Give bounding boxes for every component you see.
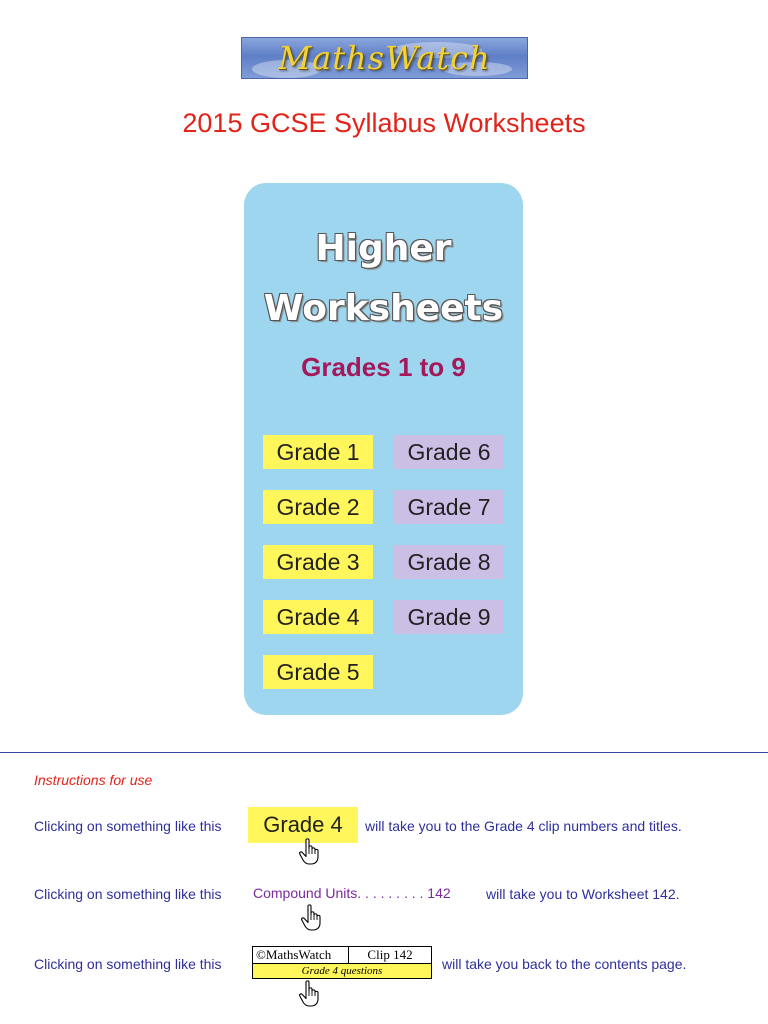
compound-units-text: Compound Units xyxy=(253,885,358,901)
grade-6-button[interactable]: Grade 6 xyxy=(394,435,504,469)
section-divider xyxy=(0,752,768,753)
grade-5-button[interactable]: Grade 5 xyxy=(263,655,373,689)
instruction-1-suffix: will take you to the Grade 4 clip numbers and titles. xyxy=(365,818,682,834)
mathswatch-logo xyxy=(241,37,528,79)
instruction-3-suffix: will take you back to the contents page. xyxy=(442,956,687,972)
example-grade-4-button[interactable]: Grade 4 xyxy=(248,807,358,843)
instruction-1-prefix: Clicking on something like this xyxy=(34,818,222,834)
grade-8-button[interactable]: Grade 8 xyxy=(394,545,504,579)
compound-units-number: 142 xyxy=(427,885,451,901)
grade-4-button[interactable]: Grade 4 xyxy=(263,600,373,634)
instructions-title: Instructions for use xyxy=(34,772,153,788)
logo-text: MathsWatch xyxy=(278,39,491,77)
page-title: 2015 GCSE Syllabus Worksheets xyxy=(182,108,586,138)
card-heading-worksheets: Worksheets xyxy=(263,288,504,329)
hand-pointer-icon xyxy=(300,904,324,932)
hand-pointer-icon xyxy=(298,838,322,866)
grade-7-button[interactable]: Grade 7 xyxy=(394,490,504,524)
instruction-2-prefix: Clicking on something like this xyxy=(34,886,222,902)
grade-3-button[interactable]: Grade 3 xyxy=(263,545,373,579)
card-heading-higher: Higher xyxy=(315,228,452,269)
clip-box-copyright: ©MathsWatch xyxy=(253,947,349,963)
hand-pointer-icon xyxy=(298,980,322,1008)
grade-1-button[interactable]: Grade 1 xyxy=(263,435,373,469)
clip-box-grade: Grade 4 questions xyxy=(253,964,431,978)
clip-header-box[interactable] xyxy=(252,946,432,979)
grade-2-button[interactable]: Grade 2 xyxy=(263,490,373,524)
compound-units-dots: . . . . . . . . . xyxy=(357,885,424,901)
compound-units-link[interactable] xyxy=(253,885,451,901)
card-subtitle: Grades 1 to 9 xyxy=(301,352,466,382)
instruction-2-suffix: will take you to Worksheet 142. xyxy=(486,886,680,902)
grade-9-button[interactable]: Grade 9 xyxy=(394,600,504,634)
clip-box-number: Clip 142 xyxy=(367,947,413,962)
instruction-3-prefix: Clicking on something like this xyxy=(34,956,222,972)
